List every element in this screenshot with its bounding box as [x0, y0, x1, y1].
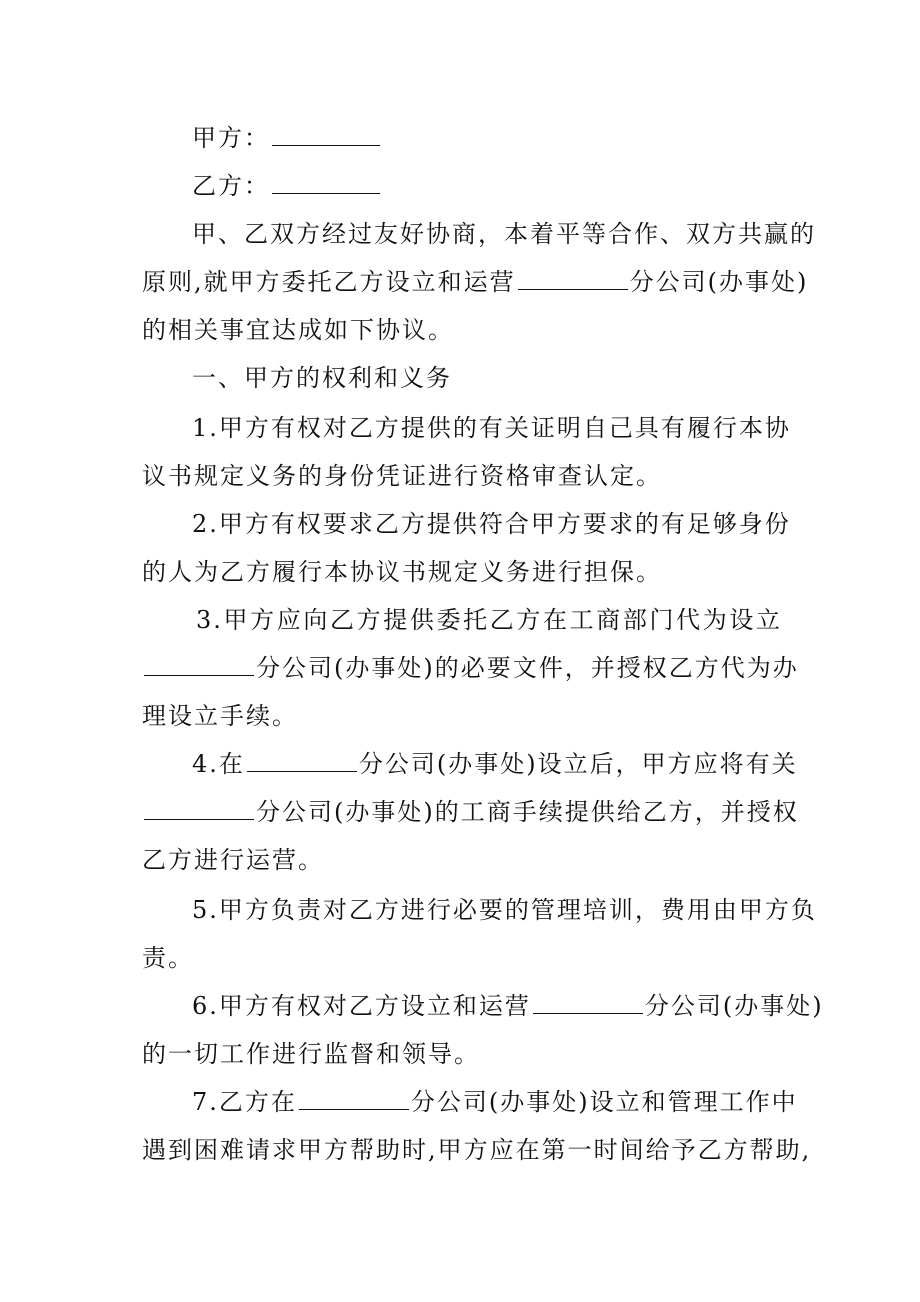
item-7-line-1: 7.乙方在 分公司(办事处)设立和管理工作中 [192, 1078, 782, 1126]
section-1-heading: 一、甲方的权利和义务 [192, 364, 452, 392]
intro-line-2: 原则,就甲方委托乙方设立和运营 分公司(办事处) [142, 258, 782, 306]
item-4-line-2: 分公司(办事处)的工商手续提供给乙方，并授权 [142, 788, 782, 836]
item-5-line-1: 5.甲方负责对乙方进行必要的管理培训，费用由甲方负 [192, 896, 817, 924]
item-1-line-2: 议书规定义务的身份凭证进行资格审查认定。 [142, 462, 662, 490]
branch-blank [247, 741, 357, 772]
item-6-line-2: 的一切工作进行监督和领导。 [142, 1040, 480, 1068]
item-4-line-1: 4.在 分公司(办事处)设立后，甲方应将有关 [192, 740, 782, 788]
branch-blank [518, 259, 628, 290]
item-5-line-2: 责。 [142, 944, 194, 972]
party-a-line [192, 114, 782, 162]
item-3-line-2: 分公司(办事处)的必要文件，并授权乙方代为办 [142, 644, 782, 692]
branch-blank [533, 983, 643, 1014]
branch-blank [144, 789, 254, 820]
item-2-line-2: 的人为乙方履行本协议书规定义务进行担保。 [142, 558, 662, 586]
intro-line-1: 甲、乙双方经过友好协商，本着平等合作、双方共赢的 [192, 220, 816, 248]
party-b-blank [272, 163, 380, 194]
branch-blank [144, 645, 254, 676]
item-2-line-1: 2.甲方有权要求乙方提供符合甲方要求的有足够身份 [192, 510, 791, 538]
branch-blank [299, 1079, 409, 1110]
party-a-label: 甲方： [192, 124, 270, 152]
party-a-blank [272, 115, 380, 146]
party-b-label: 乙方： [192, 172, 270, 200]
item-1-line-1: 1.甲方有权对乙方提供的有关证明自己具有履行本协 [192, 414, 791, 442]
item-6-line-1: 6.甲方有权对乙方设立和运营 分公司(办事处) [192, 982, 782, 1030]
party-b-line [192, 162, 782, 210]
intro-line-3: 的相关事宜达成如下协议。 [142, 316, 454, 344]
item-4-line-3: 乙方进行运营。 [142, 846, 324, 874]
item-3-line-1: 3.甲方应向乙方提供委托乙方在工商部门代为设立 [196, 606, 782, 634]
item-7-line-2: 遇到困难请求甲方帮助时,甲方应在第一时间给予乙方帮助, [142, 1136, 812, 1164]
item-3-line-3: 理设立手续。 [142, 702, 298, 730]
